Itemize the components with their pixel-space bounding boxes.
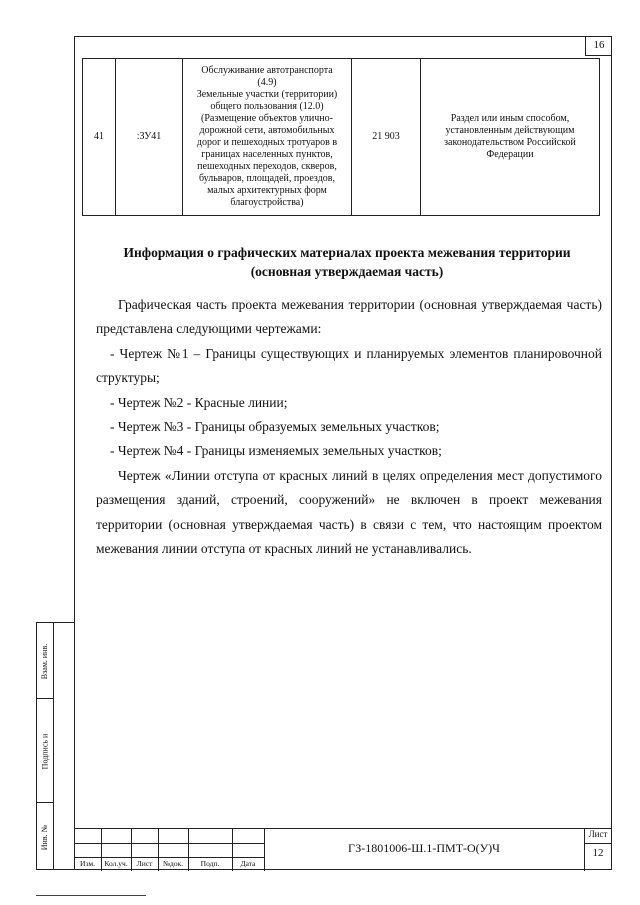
drawing-list-item-4: - Чертеж №4 - Границы изменяемых земельных участков; (110, 443, 442, 459)
table-row (83, 59, 600, 216)
drawing-list-item-2: - Чертеж №2 - Красные линии; (110, 394, 288, 410)
permitted-use-cell: Обслуживание автотранспорта (4.9) Земельные участки (территории) общего пользования (12.0) (Размещение объектов улично- дорожной сети, автомобильных дорог и пешеходных тротуаров в границах населенных пунктов, пешеходных переходов, скверов, бульваров, площадей, проездов, малых архитектурных форм благоустройства) (183, 59, 352, 216)
side-stamp (36, 622, 74, 870)
side-stamp-divider (53, 623, 54, 869)
side-stamp-inv: Инв. № (40, 824, 50, 850)
formation-method-cell: Раздел или иным способом, установленным действующим законодательством Российской Федерации (421, 59, 600, 216)
sheet-label: Лист (588, 829, 608, 839)
area-cell: 21 903 (352, 59, 421, 216)
col-ndok-label: №док. (162, 859, 184, 868)
col-kol-label: Кол.уч. (104, 859, 128, 868)
title-block (74, 828, 612, 870)
side-stamp-podpis: Подпись и (40, 733, 50, 769)
drawing-list-item-3: - Чертеж №3 - Границы образуемых земельных участков; (110, 419, 440, 435)
sheet-number: 12 (592, 847, 604, 859)
page-number: 16 (585, 36, 612, 56)
heading-line-2: (основная утверждаемая часть) (250, 264, 444, 279)
col-izm-label: Изм. (80, 859, 95, 868)
drawing-list-item-1: - Чертеж №1 – Границы существующих и планируемых элементов планировочной структуры; (96, 345, 602, 386)
plot-designation-cell: :ЗУ41 (116, 59, 183, 216)
intro-paragraph: Графическая часть проекта межевания территории (основная утверждаемая часть) представлена следующими чертежами: (96, 297, 602, 337)
heading-line-1: Информация о графических материалах проекта межевания территории (123, 245, 571, 260)
row-number-cell: 41 (83, 59, 116, 216)
land-plot-table (82, 58, 600, 216)
col-data-label: Дата (240, 859, 256, 868)
col-list-label: Лист (136, 859, 153, 868)
scan-edge-mark (36, 895, 146, 896)
closing-paragraph: Чертеж «Линии отступа от красных линий в целях определения мест допустимого размещения зданий, строений, сооружений» не включен в проект межевания территории (основная утверждаемая часть) в связи с тем, что настоящим проектом межевания линии отступа от красных линий не устанавливались. (96, 467, 602, 557)
section-heading (92, 243, 602, 281)
body-text (96, 293, 602, 561)
document-code: ГЗ-1801006-Ш.1-ПМТ-О(У)Ч (348, 841, 500, 855)
side-stamp-vzam: Взам. инв. (40, 643, 50, 679)
col-podp-label: Подп. (200, 859, 220, 868)
